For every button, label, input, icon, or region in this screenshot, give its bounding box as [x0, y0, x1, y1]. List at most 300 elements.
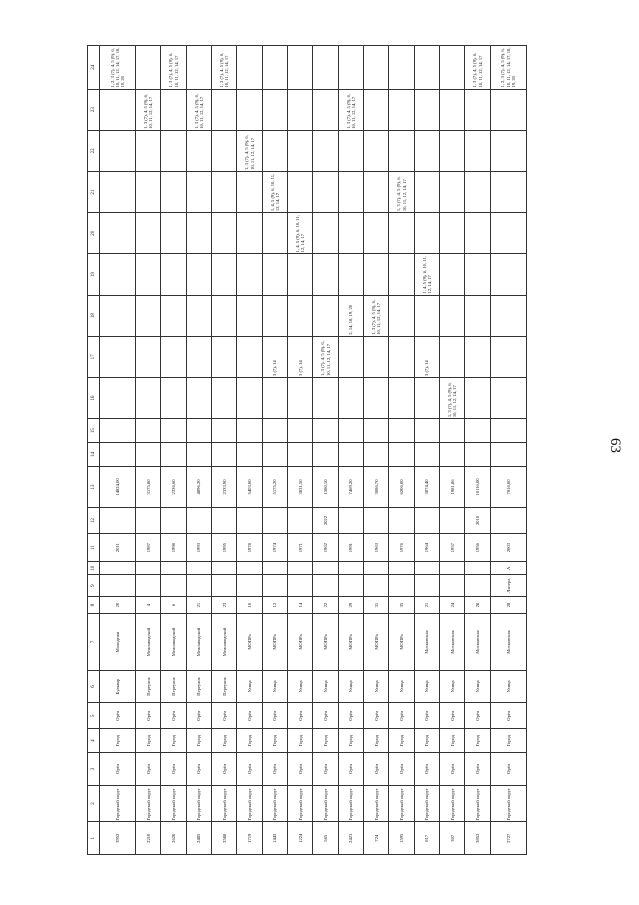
- table-cell: Орёл: [262, 703, 287, 729]
- table-cell: [389, 419, 414, 443]
- table-cell: 28: [490, 596, 526, 613]
- table-cell: [389, 295, 414, 336]
- table-cell: 6: [161, 596, 186, 613]
- table-cell: 1978: [237, 534, 262, 562]
- table-cell: 2, 14, 18, 19, 20: [338, 295, 363, 336]
- table-cell: Орёл: [414, 703, 439, 729]
- table-cell: Орёл: [262, 753, 287, 786]
- table-cell: 1962: [313, 534, 338, 562]
- table-cell: 1, 3 (7), 4, 5 (9), 6, 10, 11, 12, 14, 17: [364, 295, 389, 336]
- table-cell: Московская: [490, 614, 526, 670]
- table-row: [161, 46, 186, 855]
- table-cell: 2421: [338, 822, 363, 855]
- table-cell: 10116,00: [465, 466, 490, 507]
- table-cell: 307: [440, 822, 465, 855]
- column-header: 21: [88, 171, 100, 212]
- table-cell: [414, 89, 439, 130]
- table-cell: 5403,00: [237, 466, 262, 507]
- table-cell: [414, 171, 439, 212]
- table-cell: 1963: [364, 534, 389, 562]
- table-cell: 1, 3 (7), 4, 5 (9), 6, 10, 11, 12, 14, 17: [389, 171, 414, 212]
- table-cell: [136, 443, 161, 467]
- table-cell: Межзаводской: [186, 614, 211, 670]
- table-cell: [100, 562, 136, 575]
- table-cell: [288, 575, 313, 597]
- column-header: 6: [88, 670, 100, 703]
- table-cell: [161, 130, 186, 171]
- table-cell: [465, 254, 490, 295]
- table-cell: [136, 419, 161, 443]
- table-cell: [490, 508, 526, 534]
- table-row: [212, 46, 237, 855]
- table-cell: [161, 89, 186, 130]
- table-cell: [186, 443, 211, 467]
- table-cell: [414, 419, 439, 443]
- table-cell: [465, 377, 490, 418]
- table-cell: [237, 171, 262, 212]
- table-cell: [364, 336, 389, 377]
- table-cell: [465, 336, 490, 377]
- table-cell: Город: [389, 729, 414, 753]
- table-cell: Орёл: [389, 753, 414, 786]
- table-cell: Орёл: [136, 753, 161, 786]
- table-cell: Городской округ: [212, 785, 237, 822]
- table-cell: [313, 46, 338, 90]
- table-cell: [161, 254, 186, 295]
- table-cell: [414, 295, 439, 336]
- table-cell: [338, 213, 363, 254]
- table-cell: Орёл: [212, 703, 237, 729]
- column-header: 24: [88, 46, 100, 90]
- table-cell: Город: [465, 729, 490, 753]
- table-cell: 23: [212, 596, 237, 613]
- table-cell: [313, 443, 338, 467]
- table-cell: 1995: [212, 534, 237, 562]
- table-cell: [440, 130, 465, 171]
- table-cell: Улица: [237, 670, 262, 703]
- table-cell: Городской округ: [490, 785, 526, 822]
- table-cell: [237, 336, 262, 377]
- table-row: [237, 46, 262, 855]
- table-cell: Орёл: [186, 753, 211, 786]
- table-cell: Межзаводской: [212, 614, 237, 670]
- table-cell: 2022: [313, 508, 338, 534]
- column-header: 9: [88, 575, 100, 597]
- table-cell: Улица: [490, 670, 526, 703]
- table-cell: [186, 213, 211, 254]
- table-cell: [288, 295, 313, 336]
- table-cell: Переулок: [186, 670, 211, 703]
- table-cell: [338, 336, 363, 377]
- table-cell: Орёл: [313, 753, 338, 786]
- table-cell: Город: [212, 729, 237, 753]
- table-cell: [136, 130, 161, 171]
- table-cell: [136, 336, 161, 377]
- table-cell: [364, 254, 389, 295]
- table-cell: Орёл: [313, 703, 338, 729]
- table-cell: [212, 89, 237, 130]
- table-cell: [212, 575, 237, 597]
- table-cell: [288, 254, 313, 295]
- table-cell: Переулок: [212, 670, 237, 703]
- table-cell: Город: [237, 729, 262, 753]
- table-cell: [288, 562, 313, 575]
- table-cell: [186, 508, 211, 534]
- table-cell: Орёл: [237, 703, 262, 729]
- table-cell: [262, 254, 287, 295]
- column-header: 17: [88, 336, 100, 377]
- table-cell: 817: [414, 822, 439, 855]
- table-cell: [389, 213, 414, 254]
- table-cell: [389, 562, 414, 575]
- table-cell: 1, 4, 5 (9), 6, 10, 11, 12, 14, 17: [288, 213, 313, 254]
- table-row: [313, 46, 338, 855]
- table-cell: [100, 254, 136, 295]
- table-cell: [440, 46, 465, 90]
- table-cell: [212, 295, 237, 336]
- table-cell: [186, 171, 211, 212]
- table-cell: [364, 377, 389, 418]
- table-cell: 1974: [262, 534, 287, 562]
- table-cell: Город: [136, 729, 161, 753]
- table-cell: [414, 377, 439, 418]
- table-cell: [100, 575, 136, 597]
- table-cell: 1224: [288, 822, 313, 855]
- table-cell: 2011: [100, 534, 136, 562]
- table-cell: 1971: [288, 534, 313, 562]
- table-cell: [490, 377, 526, 418]
- table-cell: [288, 46, 313, 90]
- table-cell: [414, 213, 439, 254]
- table-cell: Орёл: [338, 703, 363, 729]
- table-cell: Улица: [288, 670, 313, 703]
- table-cell: 3952: [100, 822, 136, 855]
- table-body: [100, 46, 527, 855]
- table-cell: [313, 213, 338, 254]
- table-cell: Литера: [490, 575, 526, 597]
- table-cell: [440, 419, 465, 443]
- table-cell: 1, 2, 3 (7), 4, 5 (9), 6, 10, 11, 12, 14, 17, 18, 19, 20: [100, 46, 136, 90]
- table-cell: Московская: [465, 614, 490, 670]
- table-cell: Орёл: [161, 703, 186, 729]
- column-header: 15: [88, 419, 100, 443]
- table-cell: Орёл: [186, 703, 211, 729]
- table-cell: [364, 46, 389, 90]
- table-row: [414, 46, 439, 855]
- table-cell: [212, 562, 237, 575]
- table-cell: [100, 213, 136, 254]
- table-cell: 1, 3 (7), 4, 5 (9), 6, 10, 11, 12, 14, 17: [313, 336, 338, 377]
- table-cell: Городской округ: [364, 785, 389, 822]
- column-header: 4: [88, 729, 100, 753]
- table-cell: Орёл: [364, 703, 389, 729]
- table-cell: 29: [338, 596, 363, 613]
- column-header: 8: [88, 596, 100, 613]
- column-header: 14: [88, 443, 100, 467]
- table-cell: Город: [490, 729, 526, 753]
- table-cell: [136, 562, 161, 575]
- table-cell: 22: [313, 596, 338, 613]
- table-cell: Городской округ: [237, 785, 262, 822]
- table-cell: [338, 443, 363, 467]
- table-cell: [414, 130, 439, 171]
- table-cell: [262, 575, 287, 597]
- table-row: [465, 46, 490, 855]
- table-cell: [237, 443, 262, 467]
- column-header: 16: [88, 377, 100, 418]
- table-cell: Городской округ: [389, 785, 414, 822]
- table-cell: [237, 213, 262, 254]
- table-cell: Орёл: [338, 753, 363, 786]
- table-cell: 1981,86: [440, 466, 465, 507]
- table-cell: МОПРа: [389, 614, 414, 670]
- table-cell: [389, 89, 414, 130]
- table-cell: 2485: [186, 822, 211, 855]
- table-cell: 6206,00: [389, 466, 414, 507]
- table-cell: [338, 377, 363, 418]
- table-cell: [161, 213, 186, 254]
- table-cell: [313, 171, 338, 212]
- table-cell: [490, 443, 526, 467]
- table-cell: 21: [186, 596, 211, 613]
- table-cell: [490, 213, 526, 254]
- table-cell: [212, 171, 237, 212]
- table-cell: Город: [262, 729, 287, 753]
- table-cell: МОПРа: [338, 614, 363, 670]
- table-cell: Улица: [465, 670, 490, 703]
- table-cell: МОПРа: [313, 614, 338, 670]
- table-cell: 3 (7), 14: [262, 336, 287, 377]
- table-cell: [212, 419, 237, 443]
- table-cell: [186, 46, 211, 90]
- table-cell: Орёл: [440, 753, 465, 786]
- table-cell: [440, 336, 465, 377]
- table-cell: 1580,10: [313, 466, 338, 507]
- table-cell: [186, 562, 211, 575]
- table-cell: [440, 562, 465, 575]
- table-cell: 12: [262, 596, 287, 613]
- table-cell: [161, 171, 186, 212]
- table-cell: [212, 130, 237, 171]
- table-cell: [161, 419, 186, 443]
- table-cell: [490, 419, 526, 443]
- table-cell: [100, 89, 136, 130]
- table-cell: Орёл: [100, 703, 136, 729]
- table-cell: [338, 562, 363, 575]
- table-cell: [313, 575, 338, 597]
- table-cell: [440, 89, 465, 130]
- table-cell: [490, 336, 526, 377]
- table-cell: [136, 575, 161, 597]
- table-cell: [389, 130, 414, 171]
- table-cell: 35: [389, 596, 414, 613]
- column-header: 3: [88, 753, 100, 786]
- table-cell: [262, 377, 287, 418]
- table-cell: [465, 419, 490, 443]
- table-cell: [136, 171, 161, 212]
- table-cell: [262, 295, 287, 336]
- table-cell: [136, 508, 161, 534]
- table-cell: [161, 443, 186, 467]
- table-cell: 1719: [237, 822, 262, 855]
- table-cell: Улица: [414, 670, 439, 703]
- table-cell: [237, 575, 262, 597]
- table-cell: 1991: [338, 534, 363, 562]
- table-cell: Город: [288, 729, 313, 753]
- table-row: [288, 46, 313, 855]
- table-cell: [465, 562, 490, 575]
- table-cell: [490, 254, 526, 295]
- table-cell: 1, 3 (7), 4, 5 (9), 6, 10, 11, 12, 14, 17: [186, 89, 211, 130]
- table-cell: [338, 419, 363, 443]
- table-cell: Город: [313, 729, 338, 753]
- table-cell: Город: [414, 729, 439, 753]
- table-cell: Город: [100, 729, 136, 753]
- table-cell: [313, 562, 338, 575]
- table-cell: Орёл: [414, 753, 439, 786]
- table-row: [262, 46, 287, 855]
- table-cell: 3086,70: [364, 466, 389, 507]
- column-header: 11: [88, 534, 100, 562]
- table-cell: [414, 46, 439, 90]
- table-cell: Орёл: [136, 703, 161, 729]
- table-cell: [338, 575, 363, 597]
- column-header: 2: [88, 785, 100, 822]
- table-cell: Улица: [440, 670, 465, 703]
- column-header: 12: [88, 508, 100, 534]
- table-cell: 1, 3 (7), 4, 5 (9), 6, 10, 11, 12, 14, 17: [212, 46, 237, 90]
- table-cell: Переулок: [136, 670, 161, 703]
- table-cell: [440, 508, 465, 534]
- table-cell: 14: [288, 596, 313, 613]
- table-cell: 14824,00: [100, 466, 136, 507]
- table-cell: 3852: [465, 822, 490, 855]
- table-cell: 2010: [465, 508, 490, 534]
- table-cell: [440, 213, 465, 254]
- table-cell: [186, 419, 211, 443]
- table-cell: [440, 295, 465, 336]
- rotated-table-inner: [87, 45, 527, 855]
- table-cell: Улица: [262, 670, 287, 703]
- table-cell: 565: [313, 822, 338, 855]
- table-cell: 1, 4, 5 (9), 6, 10, 11, 12, 14, 17: [414, 254, 439, 295]
- table-cell: [161, 336, 186, 377]
- table-cell: 1, 3 (7), 4, 5 (9), 6, 10, 11, 12, 14, 17: [136, 89, 161, 130]
- column-header: 22: [88, 130, 100, 171]
- table-cell: [440, 171, 465, 212]
- table-cell: [100, 419, 136, 443]
- table-cell: [100, 130, 136, 171]
- rotated-table-wrapper: [87, 45, 527, 855]
- column-header: 5: [88, 703, 100, 729]
- table-cell: 24: [440, 596, 465, 613]
- table-cell: Улица: [313, 670, 338, 703]
- table-cell: [212, 336, 237, 377]
- table-cell: [414, 562, 439, 575]
- table-cell: [136, 377, 161, 418]
- table-row: [490, 46, 526, 855]
- table-cell: Межзаводской: [161, 614, 186, 670]
- table-cell: МОПРа: [364, 614, 389, 670]
- table-cell: 4: [136, 596, 161, 613]
- table-cell: [364, 508, 389, 534]
- table-cell: [262, 89, 287, 130]
- table-cell: [414, 443, 439, 467]
- table-cell: [186, 377, 211, 418]
- table-cell: 3874,40: [414, 466, 439, 507]
- table-cell: [237, 562, 262, 575]
- table-cell: [465, 443, 490, 467]
- column-header: 19: [88, 254, 100, 295]
- table-cell: Город: [364, 729, 389, 753]
- table-cell: Город: [338, 729, 363, 753]
- table-cell: [212, 443, 237, 467]
- table-cell: [288, 171, 313, 212]
- table-cell: 2336,60: [161, 466, 186, 507]
- table-cell: [161, 575, 186, 597]
- table-row: [389, 46, 414, 855]
- table-cell: Город: [440, 729, 465, 753]
- table-cell: Орёл: [161, 753, 186, 786]
- table-cell: 1595: [389, 822, 414, 855]
- table-cell: [490, 130, 526, 171]
- table-cell: 20: [100, 596, 136, 613]
- table-cell: [364, 575, 389, 597]
- table-cell: [313, 377, 338, 418]
- table-cell: Орёл: [237, 753, 262, 786]
- table-cell: 3 (7), 14: [414, 336, 439, 377]
- table-cell: [100, 336, 136, 377]
- table-cell: [237, 89, 262, 130]
- table-cell: 1957: [440, 534, 465, 562]
- table-cell: [389, 46, 414, 90]
- table-cell: Город: [186, 729, 211, 753]
- table-cell: Бульвар: [100, 670, 136, 703]
- table-cell: [313, 89, 338, 130]
- table-cell: [364, 89, 389, 130]
- table-cell: [186, 575, 211, 597]
- table-cell: Городской округ: [465, 785, 490, 822]
- table-cell: 1956: [465, 534, 490, 562]
- table-cell: 3175,80: [136, 466, 161, 507]
- table-cell: [313, 295, 338, 336]
- table-cell: [161, 377, 186, 418]
- table-cell: [237, 419, 262, 443]
- table-cell: [440, 443, 465, 467]
- table-cell: [490, 89, 526, 130]
- table-row: [136, 46, 161, 855]
- table-cell: 2003: [490, 534, 526, 562]
- table-row: [364, 46, 389, 855]
- table-cell: [237, 508, 262, 534]
- table-cell: [414, 508, 439, 534]
- table-cell: 1, 3 (7), 4, 5 (9), 6, 10, 11, 12, 14, 17: [237, 130, 262, 171]
- table-cell: [465, 89, 490, 130]
- table-cell: Улица: [364, 670, 389, 703]
- table-cell: [136, 46, 161, 90]
- table-cell: [186, 130, 211, 171]
- header-row: [88, 46, 100, 855]
- table-cell: Орёл: [288, 703, 313, 729]
- table-cell: Городской округ: [338, 785, 363, 822]
- table-cell: 2210: [136, 822, 161, 855]
- table-cell: Улица: [338, 670, 363, 703]
- table-cell: Городской округ: [262, 785, 287, 822]
- table-cell: [465, 575, 490, 597]
- table-cell: Городской округ: [136, 785, 161, 822]
- table-cell: 2333,90: [212, 466, 237, 507]
- page-number: 63: [607, 438, 623, 453]
